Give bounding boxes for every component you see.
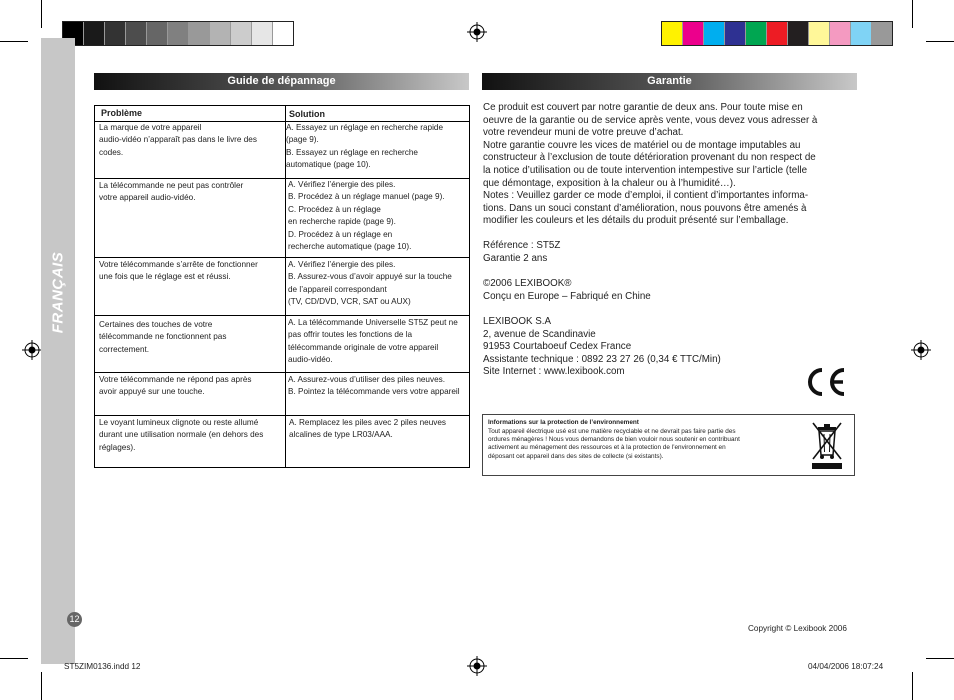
color-swatch — [851, 22, 872, 45]
color-swatch — [210, 22, 231, 45]
table-row-divider — [95, 415, 469, 416]
warranty-text: Ce produit est couvert par notre garantie de deux ans. Pour toute mise en oeuvre de la garantie ou de service après vente, vous devez vous adresser à votre revendeur muni de votre preuve d’achat. Notre garantie couvre les vices de matériel ou de montage imputables au constructeur à l’exclusion de toute détérioration provenant du non respect de la notice d’utilisation ou de toute intervention intempestive sur l’article (telle que démontage, exposition à la chaleur ou à l’humidité…). Notes : Veuillez garder ce mode d’emploi, il contient d’importantes informa- tions. Dans un souci constant d’amélioration, nous pouvons être amenés à modifier les couleurs et les détails du produit présenté sur l’emballage. — [483, 102, 818, 227]
grey-color-bar — [62, 21, 294, 46]
environment-text: Tout appareil électrique usé est une matière recyclable et ne devrait pas faire partie des ordures ménagères ! Nous vous demandons de bien vouloir nous soutenir en contribuant activement au ménagement des ressources et à la protection de l’environnement en déposant cet appareil dans des sites de collecte (si existants). — [488, 428, 740, 460]
crossed-out-bin-icon — [809, 419, 845, 471]
copyright-block: ©2006 LEXIBOOK® Conçu en Europe – Fabriqué en Chine — [483, 278, 651, 302]
warranty-header: Garantie — [482, 73, 857, 90]
crop-mark — [926, 658, 954, 659]
troubleshooting-header: Guide de dépannage — [94, 73, 469, 90]
table-row-divider — [95, 372, 469, 373]
problem-cell: Votre télécommande s’arrête de fonctionner une fois que le réglage est et réussi. — [99, 260, 258, 282]
problem-cell: Le voyant lumineux clignote ou reste allumé durant une utilisation normale (en dehors des réglages). — [99, 418, 264, 452]
solution-cell: A. La télécommande Universelle ST5Z peut ne pas offrir toutes les fonctions de la télécommande originale de votre appareil audio-vidéo. — [288, 318, 458, 365]
table-row-divider — [95, 315, 469, 316]
crop-mark — [926, 41, 954, 42]
crop-mark — [0, 658, 28, 659]
solution-cell: A. Vérifiez l’énergie des piles. B. Procédez à un réglage manuel (page 9). C. Procédez à un réglage en recherche rapide (page 9). D. Procédez à un réglage en recherche automatique (page 10). — [288, 180, 445, 252]
problem-cell: Votre télécommande ne répond pas après avoir appuyé sur une touche. — [99, 375, 252, 397]
troubleshooting-table — [94, 105, 470, 468]
registration-mark-icon — [467, 656, 487, 676]
column-header-problem: Problème — [101, 108, 143, 118]
color-swatch — [788, 22, 809, 45]
company-address-block: LEXIBOOK S.A 2, avenue de Scandinavie 91953 Courtaboeuf Cedex France Assistante technique : 0892 23 27 26 (0,34 € TTC/Min) Site Internet : www.lexibook.com — [483, 316, 721, 378]
language-label: FRANÇAIS — [49, 251, 67, 333]
color-swatch — [830, 22, 851, 45]
slug-date: 04/04/2006 18:07:24 — [808, 662, 884, 671]
crop-mark — [41, 0, 42, 28]
solution-cell: A. Remplacez les piles avec 2 piles neuves alcalines de type LR03/AAA. — [289, 418, 447, 440]
color-swatch — [189, 22, 210, 45]
environment-info-box — [482, 414, 855, 476]
slug-filename: ST5ZIM0136.indd 12 — [64, 662, 141, 671]
copyright-footer: Copyright © Lexibook 2006 — [748, 624, 847, 633]
solution-cell: A. Vérifiez l’énergie des piles. B. Assurez-vous d’avoir appuyé sur la touche de l’appareil correspondant (TV, CD/DVD, VCR, SAT ou AUX) — [288, 260, 452, 307]
crop-mark — [41, 672, 42, 700]
column-header-solution: Solution — [289, 109, 325, 119]
registration-mark-icon — [467, 22, 487, 42]
color-swatch — [872, 22, 892, 45]
color-swatch — [105, 22, 126, 45]
color-swatch — [704, 22, 725, 45]
color-swatch — [231, 22, 252, 45]
color-swatch — [662, 22, 683, 45]
solution-cell: A. Essayez un réglage en recherche rapide (page 9). B. Essayez un réglage en recherche automatique (page 10). — [286, 123, 444, 170]
problem-cell: Certaines des touches de votre télécommande ne fonctionnent pas correctement. — [99, 320, 227, 354]
color-swatch — [84, 22, 105, 45]
table-row-divider — [95, 257, 469, 258]
registration-mark-icon — [22, 340, 42, 360]
registration-mark-icon — [911, 340, 931, 360]
crop-mark — [0, 41, 28, 42]
solution-cell: A. Assurez-vous d’utiliser des piles neuves. B. Pointez la télécommande vers votre appareil — [288, 375, 460, 397]
environment-title: Informations sur la protection de l’environnement — [488, 419, 639, 426]
reference-block: Référence : ST5Z Garantie 2 ans — [483, 240, 561, 264]
crop-mark — [912, 672, 913, 700]
color-swatch — [746, 22, 767, 45]
color-swatch — [767, 22, 788, 45]
color-swatch — [168, 22, 189, 45]
color-swatch — [809, 22, 830, 45]
color-swatch — [126, 22, 147, 45]
color-swatch — [252, 22, 273, 45]
color-swatch — [683, 22, 704, 45]
color-swatch — [147, 22, 168, 45]
page-number-badge: 12 — [67, 612, 82, 627]
color-swatch — [273, 22, 293, 45]
ce-mark-icon — [802, 366, 848, 398]
color-swatch — [725, 22, 746, 45]
problem-cell: La télécommande ne peut pas contrôler votre appareil audio-vidéo. — [99, 181, 244, 203]
process-color-bar — [661, 21, 893, 46]
crop-mark — [912, 0, 913, 28]
problem-cell: La marque de votre appareil audio-vidéo n’apparaît pas dans le livre des codes. — [99, 123, 257, 157]
